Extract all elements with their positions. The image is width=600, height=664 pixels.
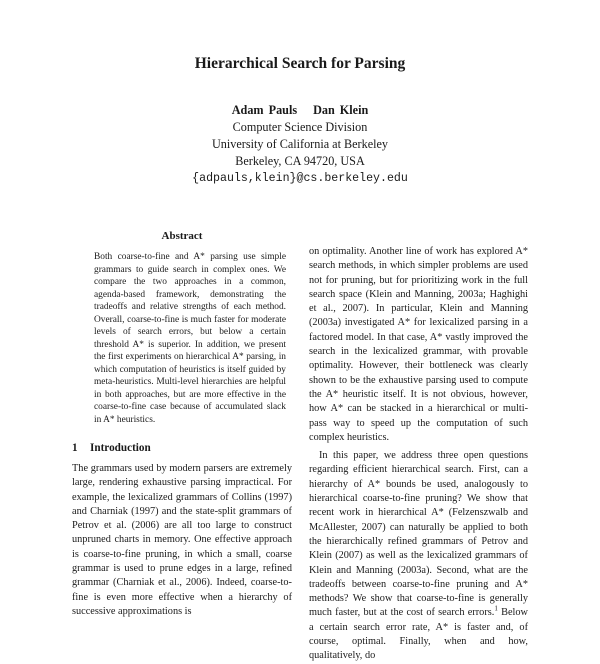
author-names <box>0 102 600 119</box>
right-column <box>309 245 528 664</box>
author-name: Dan Klein <box>313 103 369 117</box>
section-number: 1 <box>72 442 78 454</box>
abstract-text: Both coarse-to-fine and A* parsing use simple grammars to guide search in complex ones. We compare the two approaches in a common, agenda-based framework, demonstrating the tradeoffs and relative strengths of each method. Overall, coarse-to-fine is much faster for moderate levels of search errors, but below a certain threshold A* is superior. In addition, we present the first experiments on hierarchical A* parsing, in which computation of heuristics is itself guided by meta-heuristics. Multi-level hierarchies are helpful in both approaches, but are more effective in the coarse-to-fine case because of accumulated slack in A* heuristics. <box>94 252 286 425</box>
paragraph-text: Below a certain search error rate, A* is faster and, of course, optimal. Finally, when and how, qualitatively, do <box>309 607 528 662</box>
section-title: Introduction <box>90 442 151 454</box>
paragraph-text: In this paper, we address three open questions regarding efficient hierarchical search. First, can a hierarchy of A* bounds be used, analogously to hierarchical coarse-to-fine pruning? We show that recent work in hierarchical A* (Felzenszwalb and McAllester, 2007) can naturally be applied to both the hierarchically refined grammars of Petrov and Klein (2007) as well as the lexicalized grammars of Klein and Manning (2003a). Second, what are the tradeoffs between coarse-to-fine pruning and A* methods? We show that coarse-to-fine is generally much faster, but at the cost of search errors. <box>309 450 528 619</box>
body-paragraph: on optimality. Another line of work has explored A* search methods, in which simpler problems are used not for pruning, but for prioritizing work in the full search space (Klein and Manning, 2003a; Haghighi et al., 2007). In particular, Klein and Manning (2003a) investigated A* for lexicalized parsing in a factored model. In that case, A* vastly improved the search in the lexicalized grammar, with provable optimality. However, their bottleneck was clearly shown to be the exhaustive parsing used to compute the A* heuristic itself. It is not obvious, however, how A* can be stacked in a hierarchical or multi-pass way to speed up the computation of such complex heuristics. <box>309 246 528 443</box>
affiliation-line: Computer Science Division <box>232 120 368 134</box>
author-email: {adpauls,klein}@cs.berkeley.edu <box>192 172 408 185</box>
abstract-heading: Abstract <box>161 230 203 242</box>
footnote-marker[interactable]: 1 <box>494 605 498 613</box>
body-paragraph <box>309 449 528 663</box>
introduction-paragraph: The grammars used by modern parsers are extremely large, rendering exhaustive parsing impractical. For example, the lexicalized grammars of Collins (1997) and Charniak (1997) and the state-split grammars of Petrov et al. (2006) are all too large to construct unpruned charts in memory. One effective approach is coarse-to-fine pruning, in which a small, coarse grammar is used to prune edges in a large, refined grammar (Charniak et al., 2006). Indeed, coarse-to-fine is even more effective when a hierarchy of successive approximations is <box>72 463 292 617</box>
section-heading-introduction <box>72 442 292 454</box>
left-column <box>72 230 292 619</box>
affiliation-line: Berkeley, CA 94720, USA <box>235 154 365 168</box>
paper-title: Hierarchical Search for Parsing <box>194 55 406 72</box>
author-block <box>0 102 600 187</box>
author-name: Adam Pauls <box>231 103 298 117</box>
affiliation-line: University of California at Berkeley <box>212 137 388 151</box>
